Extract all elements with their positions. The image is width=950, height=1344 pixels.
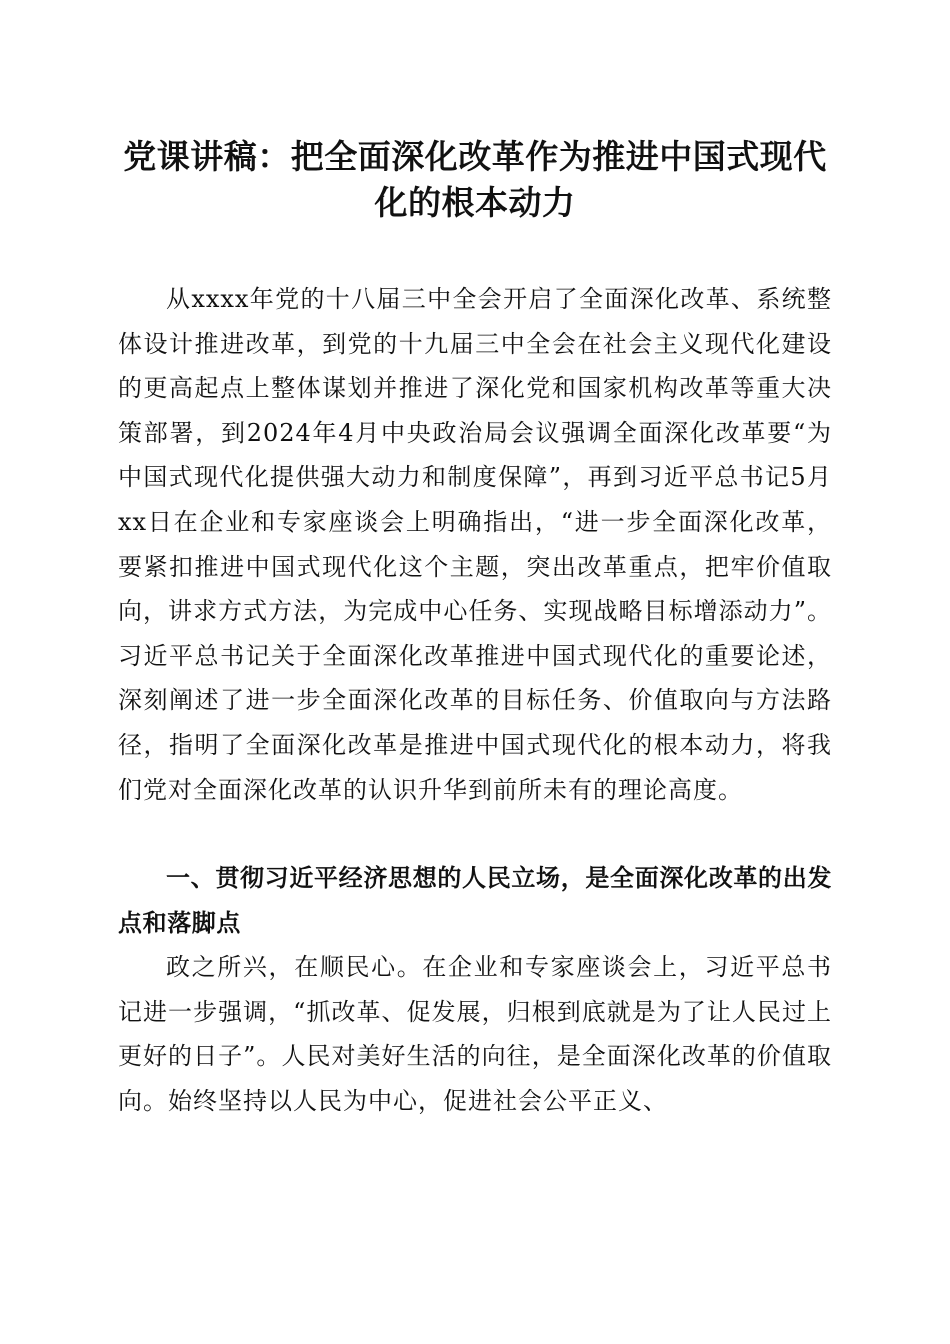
intro-paragraph: 从xxxx年党的十八届三中全会开启了全面深化改革、系统整体设计推进改革，到党的十九届三中全会在社会主义现代化建设的更高起点上整体谋划并推进了深化党和国家机构改革等重大决策部署，到2024年4月中央政治局会议强调全面深化改革要“为中国式现代化提供强大动力和制度保障”，再到习近平总书记5月xx日在企业和专家座谈会上明确指出，“进一步全面深化改革，要紧扣推进中国式现代化这个主题，突出改革重点，把牢价值取向，讲求方式方法，为完成中心任务、实现战略目标增添动力”。习近平总书记关于全面深化改革推进中国式现代化的重要论述，深刻阐述了进一步全面深化改革的目标任务、价值取向与方法路径，指明了全面深化改革是推进中国式现代化的根本动力，将我们党对全面深化改革的认识升华到前所未有的理论高度。 <box>118 285 832 804</box>
section-paragraph: 政之所兴，在顺民心。在企业和专家座谈会上，习近平总书记进一步强调，“抓改革、促发展，归根到底就是为了让人民过上更好的日子”。人民对美好生活的向往，是全面深化改革的价值取向。始终坚持以人民为中心，促进社会公平正义、 <box>118 953 832 1115</box>
section-heading: 一、贯彻习近平经济思想的人民立场，是全面深化改革的出发点和落脚点 <box>118 864 832 937</box>
document-title: 党课讲稿：把全面深化改革作为推进中国式现代化的根本动力 <box>123 137 827 222</box>
